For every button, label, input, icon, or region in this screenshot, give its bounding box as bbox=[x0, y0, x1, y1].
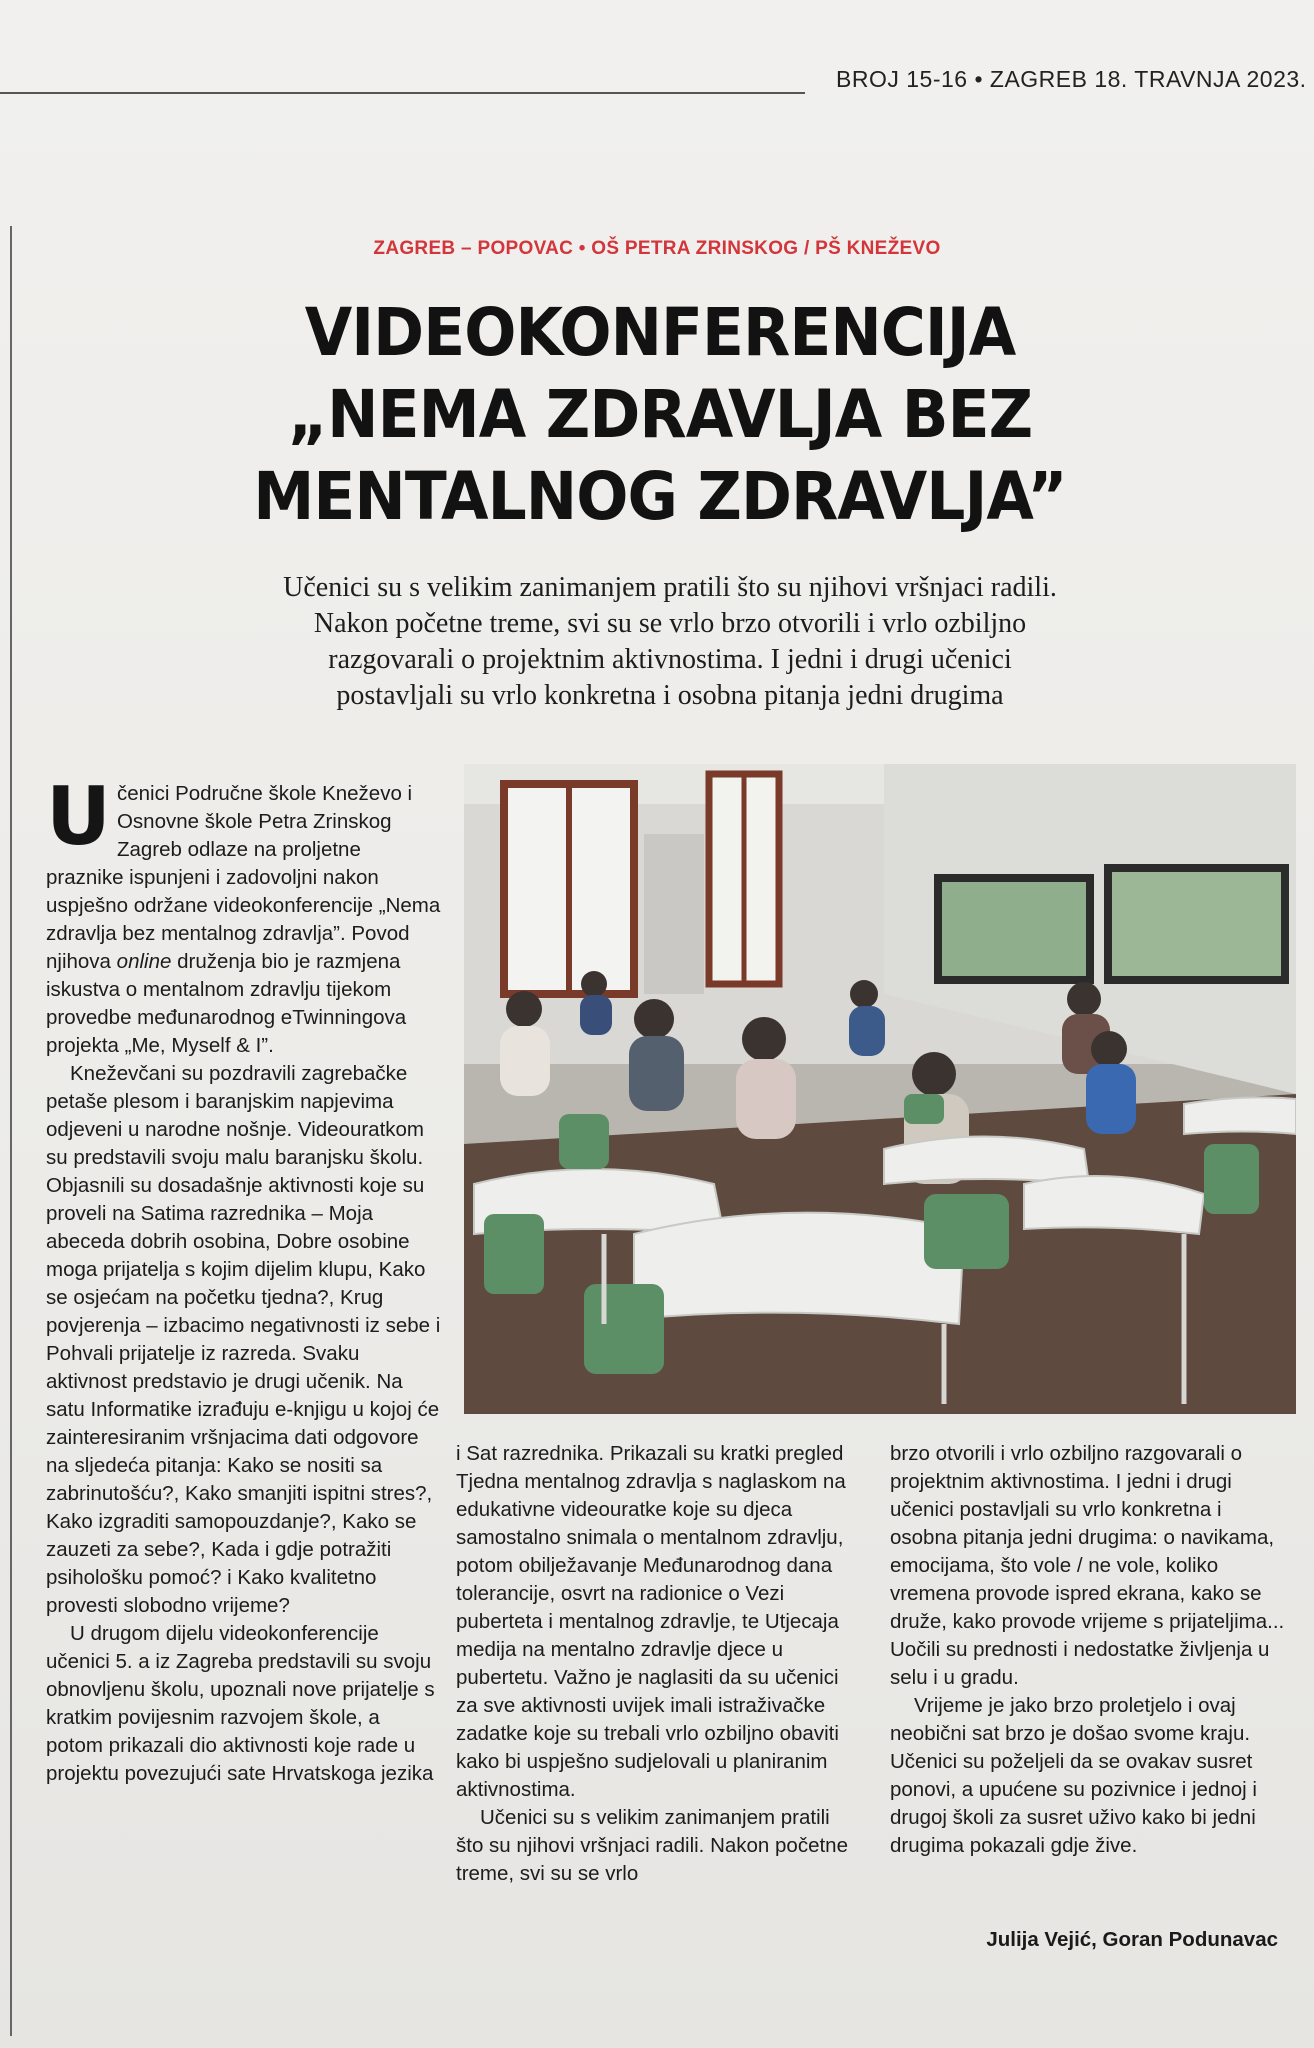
headline-line: MENTALNOG ZDRAVLJA” bbox=[253, 458, 1067, 535]
headline-line: VIDEOKONFERENCIJA bbox=[304, 294, 1016, 371]
paragraph-text: čenici Područne škole Kneževo i Osnovne škole Petra Zrinskog Zagreb odlaze na proljetne praznike ispunjeni i zadovoljni nakon uspješno održane videokonferencije „Nema zdravlja bez mentalnog zdravlja”. Povod njihova bbox=[46, 782, 441, 973]
deck-line: razgovarali o projektnim aktivnostima. I jedni i drugi učenici bbox=[328, 644, 1012, 675]
paragraph-text: druženja bio je razmjena iskustva o mentalnom zdravlju tijekom provedbe međunarodnog eTwinningova projekta „Me, Myself & I”. bbox=[46, 950, 407, 1057]
deck-line: Nakon početne treme, svi su se vrlo brzo otvorili i vrlo ozbiljno bbox=[313, 608, 1027, 639]
column-border bbox=[10, 226, 12, 2036]
headline-line: „NEMA ZDRAVLJA BEZ bbox=[287, 376, 1033, 453]
article-paragraph: U drugom dijelu videokonferencije učenici 5. a iz Zagreba predstavili su svoju obnovljenu školu, upoznali nove prijatelje s kratkim povijesnim razvojem škole, a potom prikazali dio aktivnosti koje rade u projektu povezujući sate Hrvatskoga jezika bbox=[46, 1622, 435, 1785]
article-column-3 bbox=[890, 1440, 1290, 1860]
article-deck bbox=[140, 570, 1200, 714]
article-paragraph: i Sat razrednika. Prikazali su kratki pregled Tjedna mentalnog zdravlja s naglaskom na edukativne videouratke koje su djeca samostalno snimala o mentalnom zdravlju, potom obilježavanje Međunarodnog dana tolerancije, osvrt na radionice o Vezi puberteta i mentalnog zdravlje, te Utjecaja medija na mentalno zdravlje djece u pubertetu. Važno je naglasiti da su učenici za sve aktivnosti uvijek imali istraživačke zadatke koje su trebali vrlo ozbiljno obaviti kako bi uspješno sudjelovali u planiranim aktivnostima. bbox=[456, 1442, 846, 1801]
article-paragraph: Učenici su s velikim zanimanjem pratili što su njihovi vršnjaci radili. Nakon početne treme, svi su se vrlo bbox=[456, 1806, 848, 1885]
deck-line: Učenici su s velikim zanimanjem pratili što su njihovi vršnjaci radili. bbox=[283, 572, 1057, 603]
article-kicker: ZAGREB – POPOVAC • OŠ PETRA ZRINSKOG / PŠ KNEŽEVO bbox=[373, 238, 941, 259]
article-paragraph: Kneževčani su pozdravili zagrebačke petaše plesom i baranjskim napjevima odjeveni u narodne nošnje. Videouratkom su predstavili svoju malu baranjsku školu. Objasnili su dosadašnje aktivnosti koje su proveli na Satima razrednika – Moja abeceda dobrih osobina, Dobre osobine moga prijatelja s kojim dijelim klupu, Kako se osjećam na početku tjedna?, Krug povjerenja – izbacimo negativnosti iz sebe i Pohvali prijatelje iz razreda. Svaku aktivnost predstavio je drugi učenik. Na satu Informatike izrađuju e-knjigu u kojoj će zainteresiranim vršnjacima dati odgovore na sljedeća pitanja: Kako se nositi sa zabrinutošću?, Kako smanjiti ispitni stres?, Kako izgraditi samopouzdanje?, Kako se zauzeti za sebe?, Kada i gdje potražiti psihološku pomoć? i Kako kvalitetno provesti slobodno vrijeme? bbox=[46, 1062, 441, 1617]
classroom-photo bbox=[464, 764, 1296, 1414]
classroom-illustration bbox=[464, 764, 1296, 1414]
issue-line: BROJ 15-16 • ZAGREB 18. TRAVNJA 2023. bbox=[836, 66, 1307, 92]
deck-line: postavljali su vrlo konkretna i osobna pitanja jedni drugima bbox=[336, 680, 1004, 711]
article-paragraph: brzo otvorili i vrlo ozbiljno razgovarali o projektnim aktivnostima. I jedni i drugi učenici postavljali su vrlo konkretna i osobna pitanja jedni drugima: o navikama, emocijama, što vole / ne vole, koliko vremena provode ispred ekrana, kako se druže, kako provode vrijeme s prijateljima... Uočili su prednosti i nedostatke življenja u selu i u gradu. bbox=[890, 1442, 1285, 1689]
header-rule bbox=[0, 92, 805, 94]
article-column-1 bbox=[46, 770, 442, 1788]
article-column-2 bbox=[456, 1440, 856, 1888]
article-headline bbox=[158, 292, 1162, 538]
article-byline: Julija Vejić, Goran Podunavac bbox=[986, 1928, 1278, 1951]
drop-cap: U bbox=[46, 770, 111, 863]
article-paragraph: Vrijeme je jako brzo proletjelo i ovaj neobični sat brzo je došao svome kraju. Učenici su poželjeli da se ovakav susret ponovi, a upućene su pozivnice i jednoj i drugoj školi za susret uživo kako bi jedni drugima pokazali gdje žive. bbox=[890, 1694, 1257, 1857]
emphasis-text: online bbox=[116, 950, 172, 973]
article-paragraph bbox=[46, 770, 442, 1060]
